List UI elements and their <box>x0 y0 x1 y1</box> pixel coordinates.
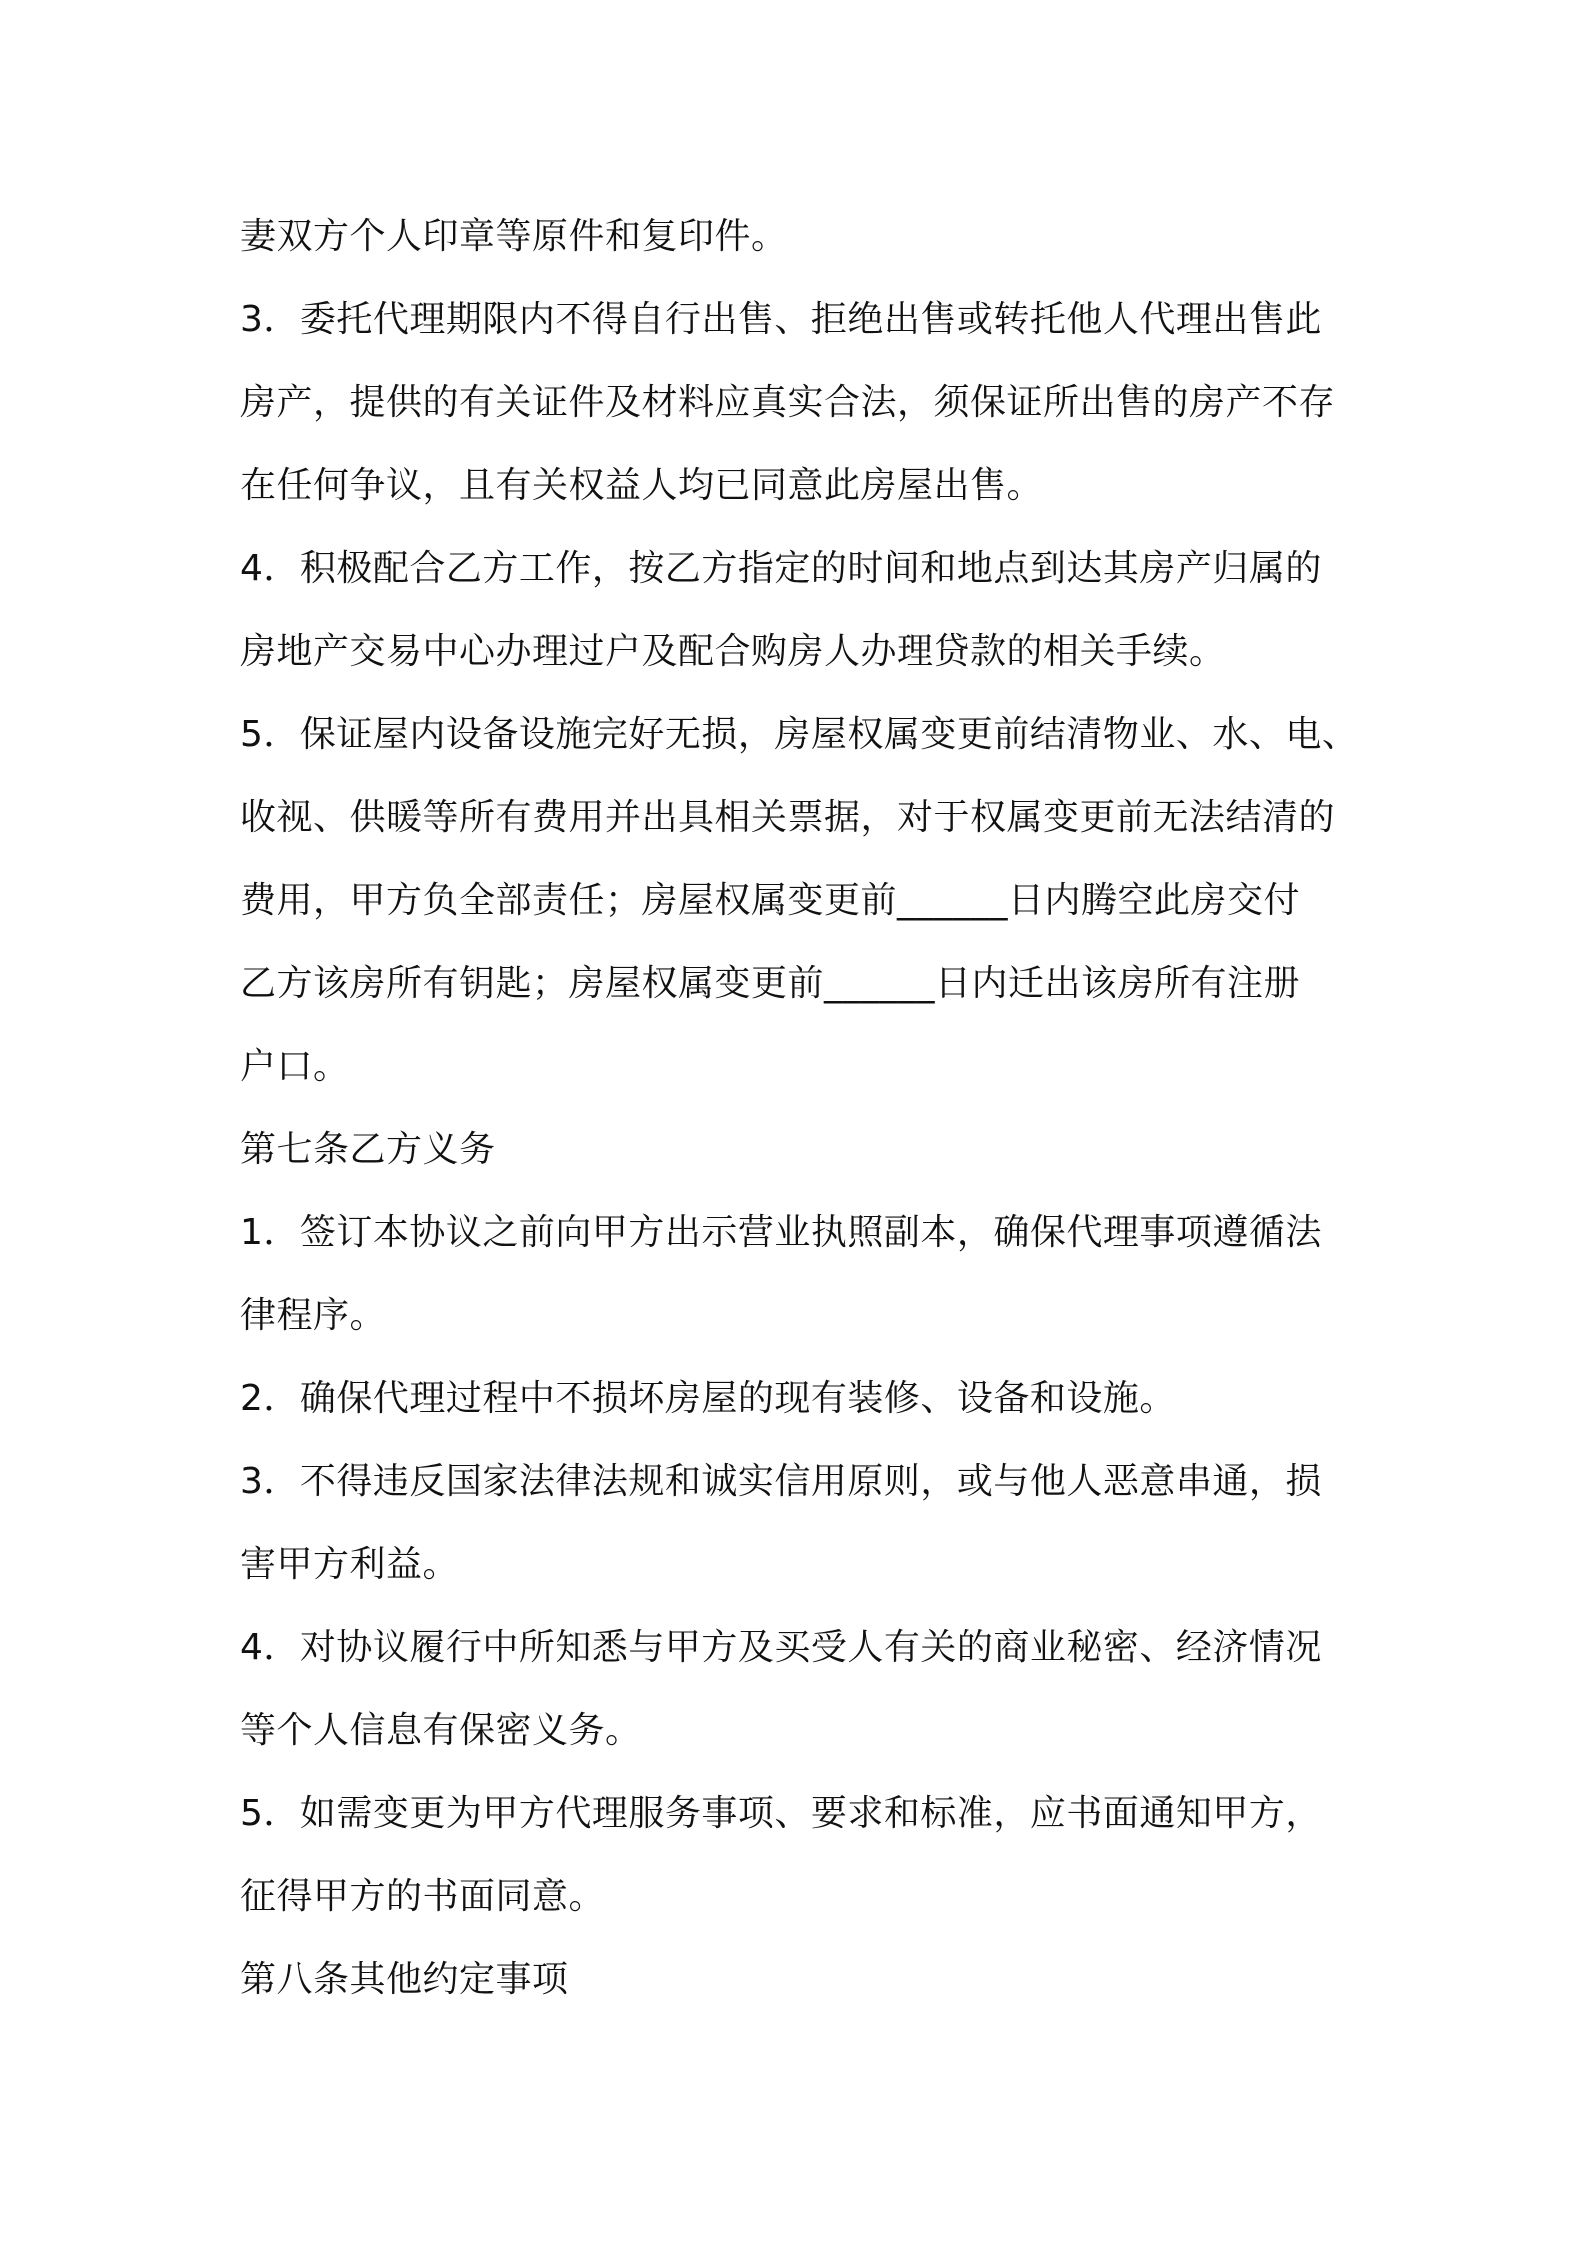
text-line: 乙方该房所有钥匙；房屋权属变更前______日内迁出该房所有注册 <box>240 963 1301 1004</box>
text-line: 3．不得违反国家法律法规和诚实信用原则，或与他人恶意串通，损 <box>240 1461 1322 1502</box>
text-line: 房产，提供的有关证件及材料应真实合法，须保证所出售的房产不存 <box>240 382 1336 423</box>
text-line: 4．对协议履行中所知悉与甲方及买受人有关的商业秘密、经济情况 <box>240 1627 1322 1668</box>
document-body <box>240 195 1385 2021</box>
text-line: 征得甲方的书面同意。 <box>240 1876 606 1917</box>
text-line: 等个人信息有保密义务。 <box>240 1710 642 1751</box>
text-line: 在任何争议，且有关权益人均已同意此房屋出售。 <box>240 465 1044 506</box>
text-line: 律程序。 <box>240 1295 387 1336</box>
text-line: 1．签订本协议之前向甲方出示营业执照副本，确保代理事项遵循法 <box>240 1212 1322 1253</box>
text-line: 3．委托代理期限内不得自行出售、拒绝出售或转托他人代理出售此 <box>240 299 1322 340</box>
text-line: 户口。 <box>240 1046 350 1087</box>
text-line: 害甲方利益。 <box>240 1544 460 1585</box>
text-line: 5．如需变更为甲方代理服务事项、要求和标准，应书面通知甲方， <box>240 1793 1322 1834</box>
text-line: 妻双方个人印章等原件和复印件。 <box>240 216 788 257</box>
text-line: 4．积极配合乙方工作，按乙方指定的时间和地点到达其房产归属的 <box>240 548 1322 589</box>
text-line: 2．确保代理过程中不损坏房屋的现有装修、设备和设施。 <box>240 1378 1176 1419</box>
text-line: 费用，甲方负全部责任；房屋权属变更前______日内腾空此房交付 <box>240 880 1301 921</box>
text-line: 房地产交易中心办理过户及配合购房人办理贷款的相关手续。 <box>240 631 1226 672</box>
section-heading: 第八条其他约定事项 <box>240 1959 569 2000</box>
section-heading: 第七条乙方义务 <box>240 1129 496 1170</box>
text-line: 收视、供暖等所有费用并出具相关票据，对于权属变更前无法结清的 <box>240 797 1336 838</box>
text-line: 5．保证屋内设备设施完好无损，房屋权属变更前结清物业、水、电、 <box>240 714 1359 755</box>
